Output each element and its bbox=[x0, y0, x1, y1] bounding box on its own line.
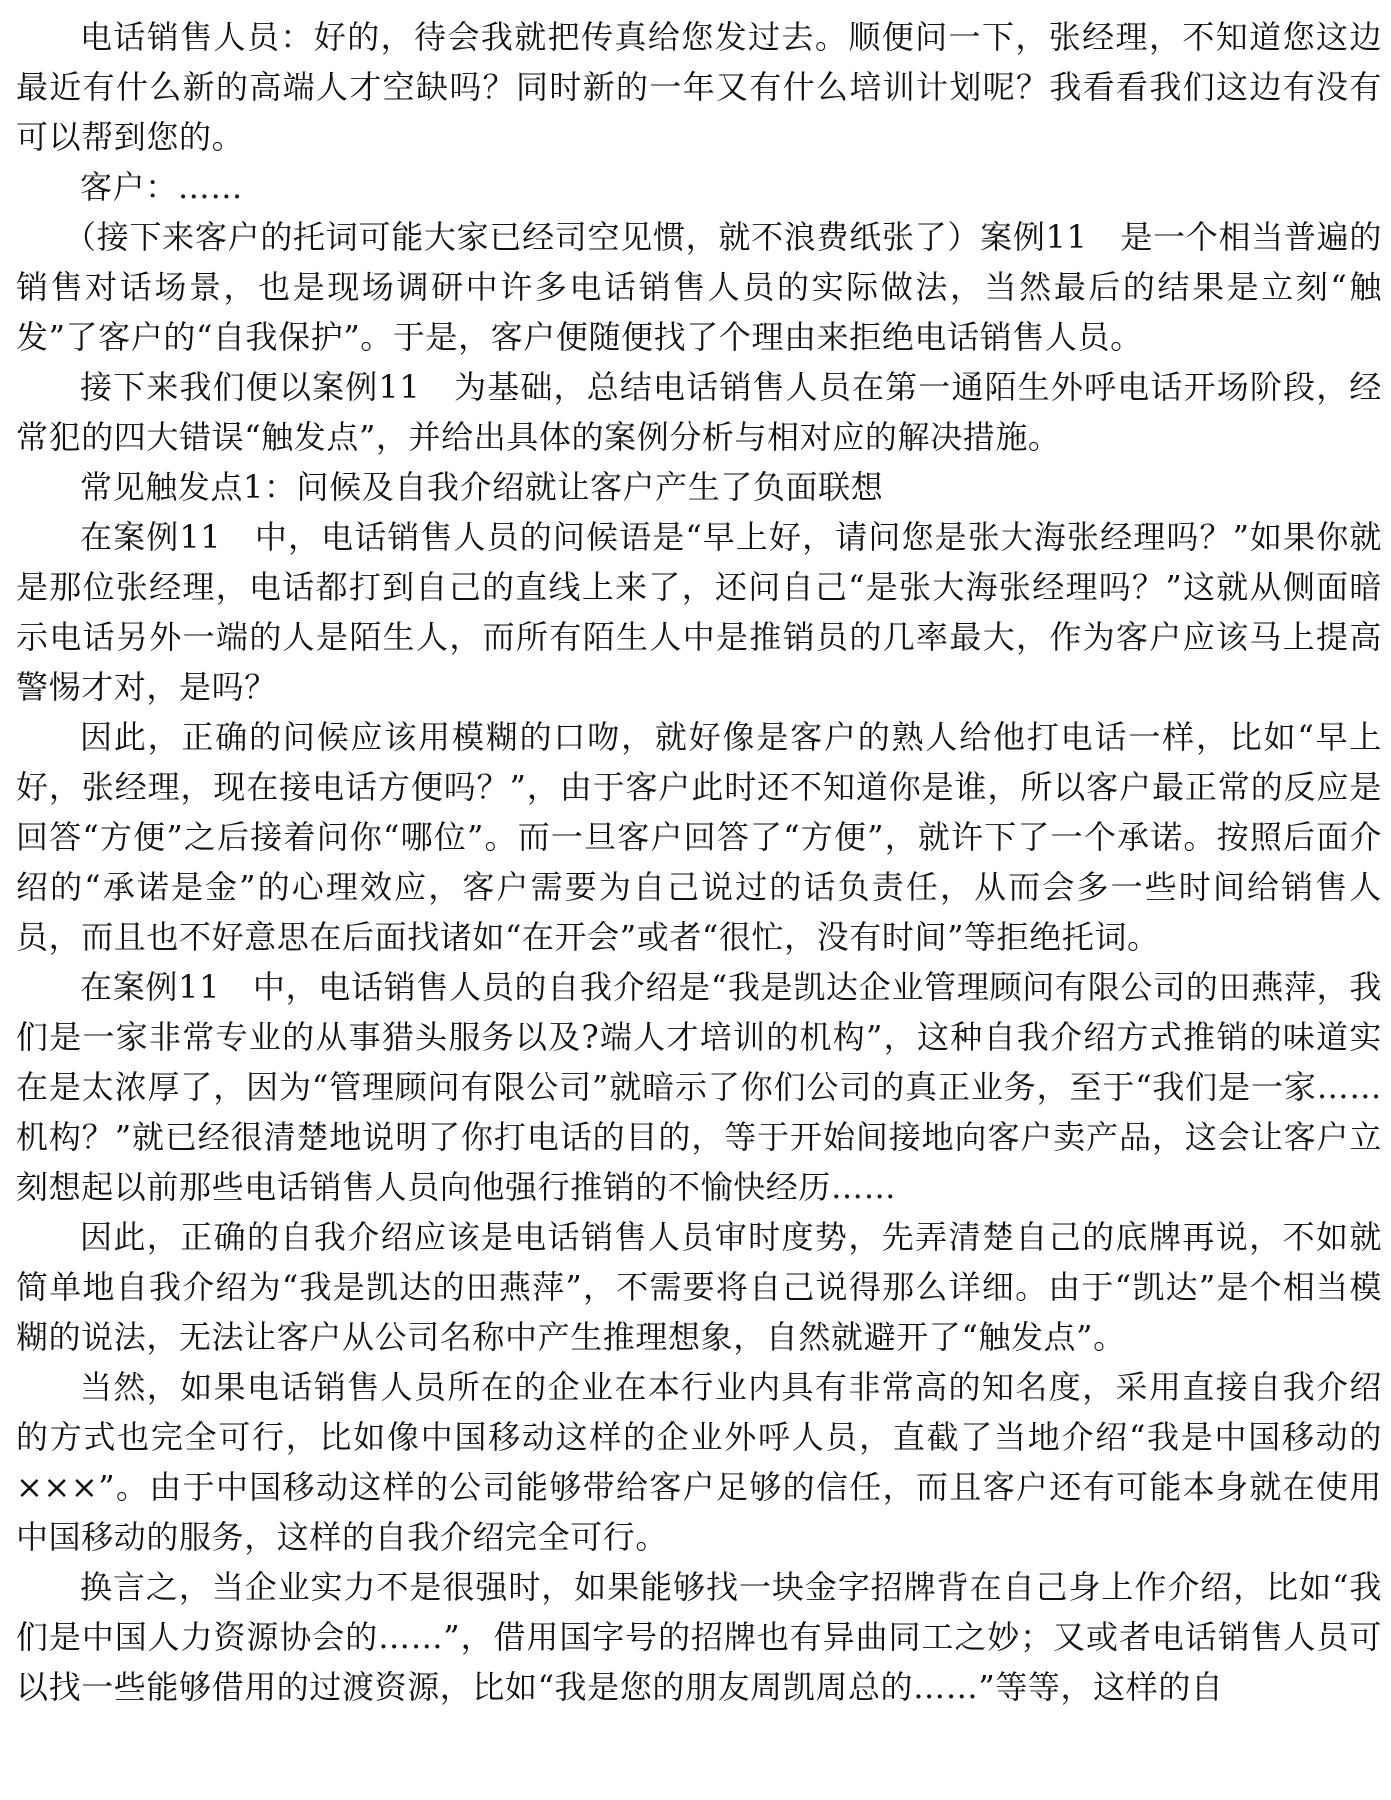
document-page bbox=[16, 12, 1382, 1712]
dialogue-salesperson: 电话销售人员：好的，待会我就把传真给您发过去。顺便问一下，张经理，不知道您这边最近有什么新的高端人才空缺吗？同时新的一年又有什么培训计划呢？我看看我们这边有没有可以帮到您的。 bbox=[16, 18, 1382, 156]
paragraph-well-known-company: 当然，如果电话销售人员所在的企业在本行业内具有非常高的知名度，采用直接自我介绍的方式也完全可行，比如像中国移动这样的企业外呼人员，直截了当地介绍“我是中国移动的×××”。由于中国移动这样的公司能够带给客户足够的信任，而且客户还有可能本身就在使用中国移动的服务，这样的自我介绍完全可行。 bbox=[16, 1368, 1382, 1556]
paragraph-self-intro-analysis: 在案例11 中，电话销售人员的自我介绍是“我是凯达企业管理顾问有限公司的田燕萍，我们是一家非常专业的从事猎头服务以及?端人才培训的机构”，这种自我介绍方式推销的味道实在是太浓厚了，因为“管理顾问有限公司”就暗示了你们公司的真正业务，至于“我们是一家……机构？”就已经很清楚地说明了你打电话的目的，等于开始间接地向客户卖产品，这会让客户立刻想起以前那些电话销售人员向他强行推销的不愉快经历…… bbox=[16, 968, 1382, 1206]
paragraph-summary: 接下来我们便以案例11 为基础，总结电话销售人员在第一通陌生外呼电话开场阶段，经常犯的四大错误“触发点”，并给出具体的案例分析与相对应的解决措施。 bbox=[16, 368, 1382, 456]
paragraph-borrowed-brand: 换言之，当企业实力不是很强时，如果能够找一块金字招牌背在自己身上作介绍，比如“我们是中国人力资源协会的……”，借用国字号的招牌也有异曲同工之妙；又或者电话销售人员可以找一些能够借用的过渡资源，比如“我是您的朋友周凯周总的……”等等，这样的自 bbox=[16, 1568, 1382, 1706]
paragraph-case-intro: （接下来客户的托词可能大家已经司空见惯，就不浪费纸张了）案例11 是一个相当普遍的销售对话场景，也是现场调研中许多电话销售人员的实际做法，当然最后的结果是立刻“触发”了客户的“自我保护”。于是，客户便随便找了个理由来拒绝电话销售人员。 bbox=[16, 218, 1382, 356]
paragraph-greeting-analysis: 在案例11 中，电话销售人员的问候语是“早上好，请问您是张大海张经理吗？”如果你就是那位张经理，电话都打到自己的直线上来了，还问自己“是张大海张经理吗？”这就从侧面暗示电话另外一端的人是陌生人，而所有陌生人中是推销员的几率最大，作为客户应该马上提高警惕才对，是吗？ bbox=[16, 518, 1382, 706]
paragraph-self-intro-solution: 因此，正确的自我介绍应该是电话销售人员审时度势，先弄清楚自己的底牌再说，不如就简单地自我介绍为“我是凯达的田燕萍”，不需要将自己说得那么详细。由于“凯达”是个相当模糊的说法，无法让客户从公司名称中产生推理想象，自然就避开了“触发点”。 bbox=[16, 1218, 1382, 1356]
paragraph-greeting-solution: 因此，正确的问候应该用模糊的口吻，就好像是客户的熟人给他打电话一样，比如“早上好，张经理，现在接电话方便吗？”，由于客户此时还不知道你是谁，所以客户最正常的反应是回答“方便”之后接着问你“哪位”。而一旦客户回答了“方便”，就许下了一个承诺。按照后面介绍的“承诺是金”的心理效应，客户需要为自己说过的话负责任，从而会多一些时间给销售人员，而且也不好意思在后面找诸如“在开会”或者“很忙，没有时间”等拒绝托词。 bbox=[16, 718, 1382, 956]
section-heading-trigger-1: 常见触发点1：问候及自我介绍就让客户产生了负面联想 bbox=[80, 468, 884, 506]
dialogue-customer: 客户：…… bbox=[80, 168, 244, 206]
